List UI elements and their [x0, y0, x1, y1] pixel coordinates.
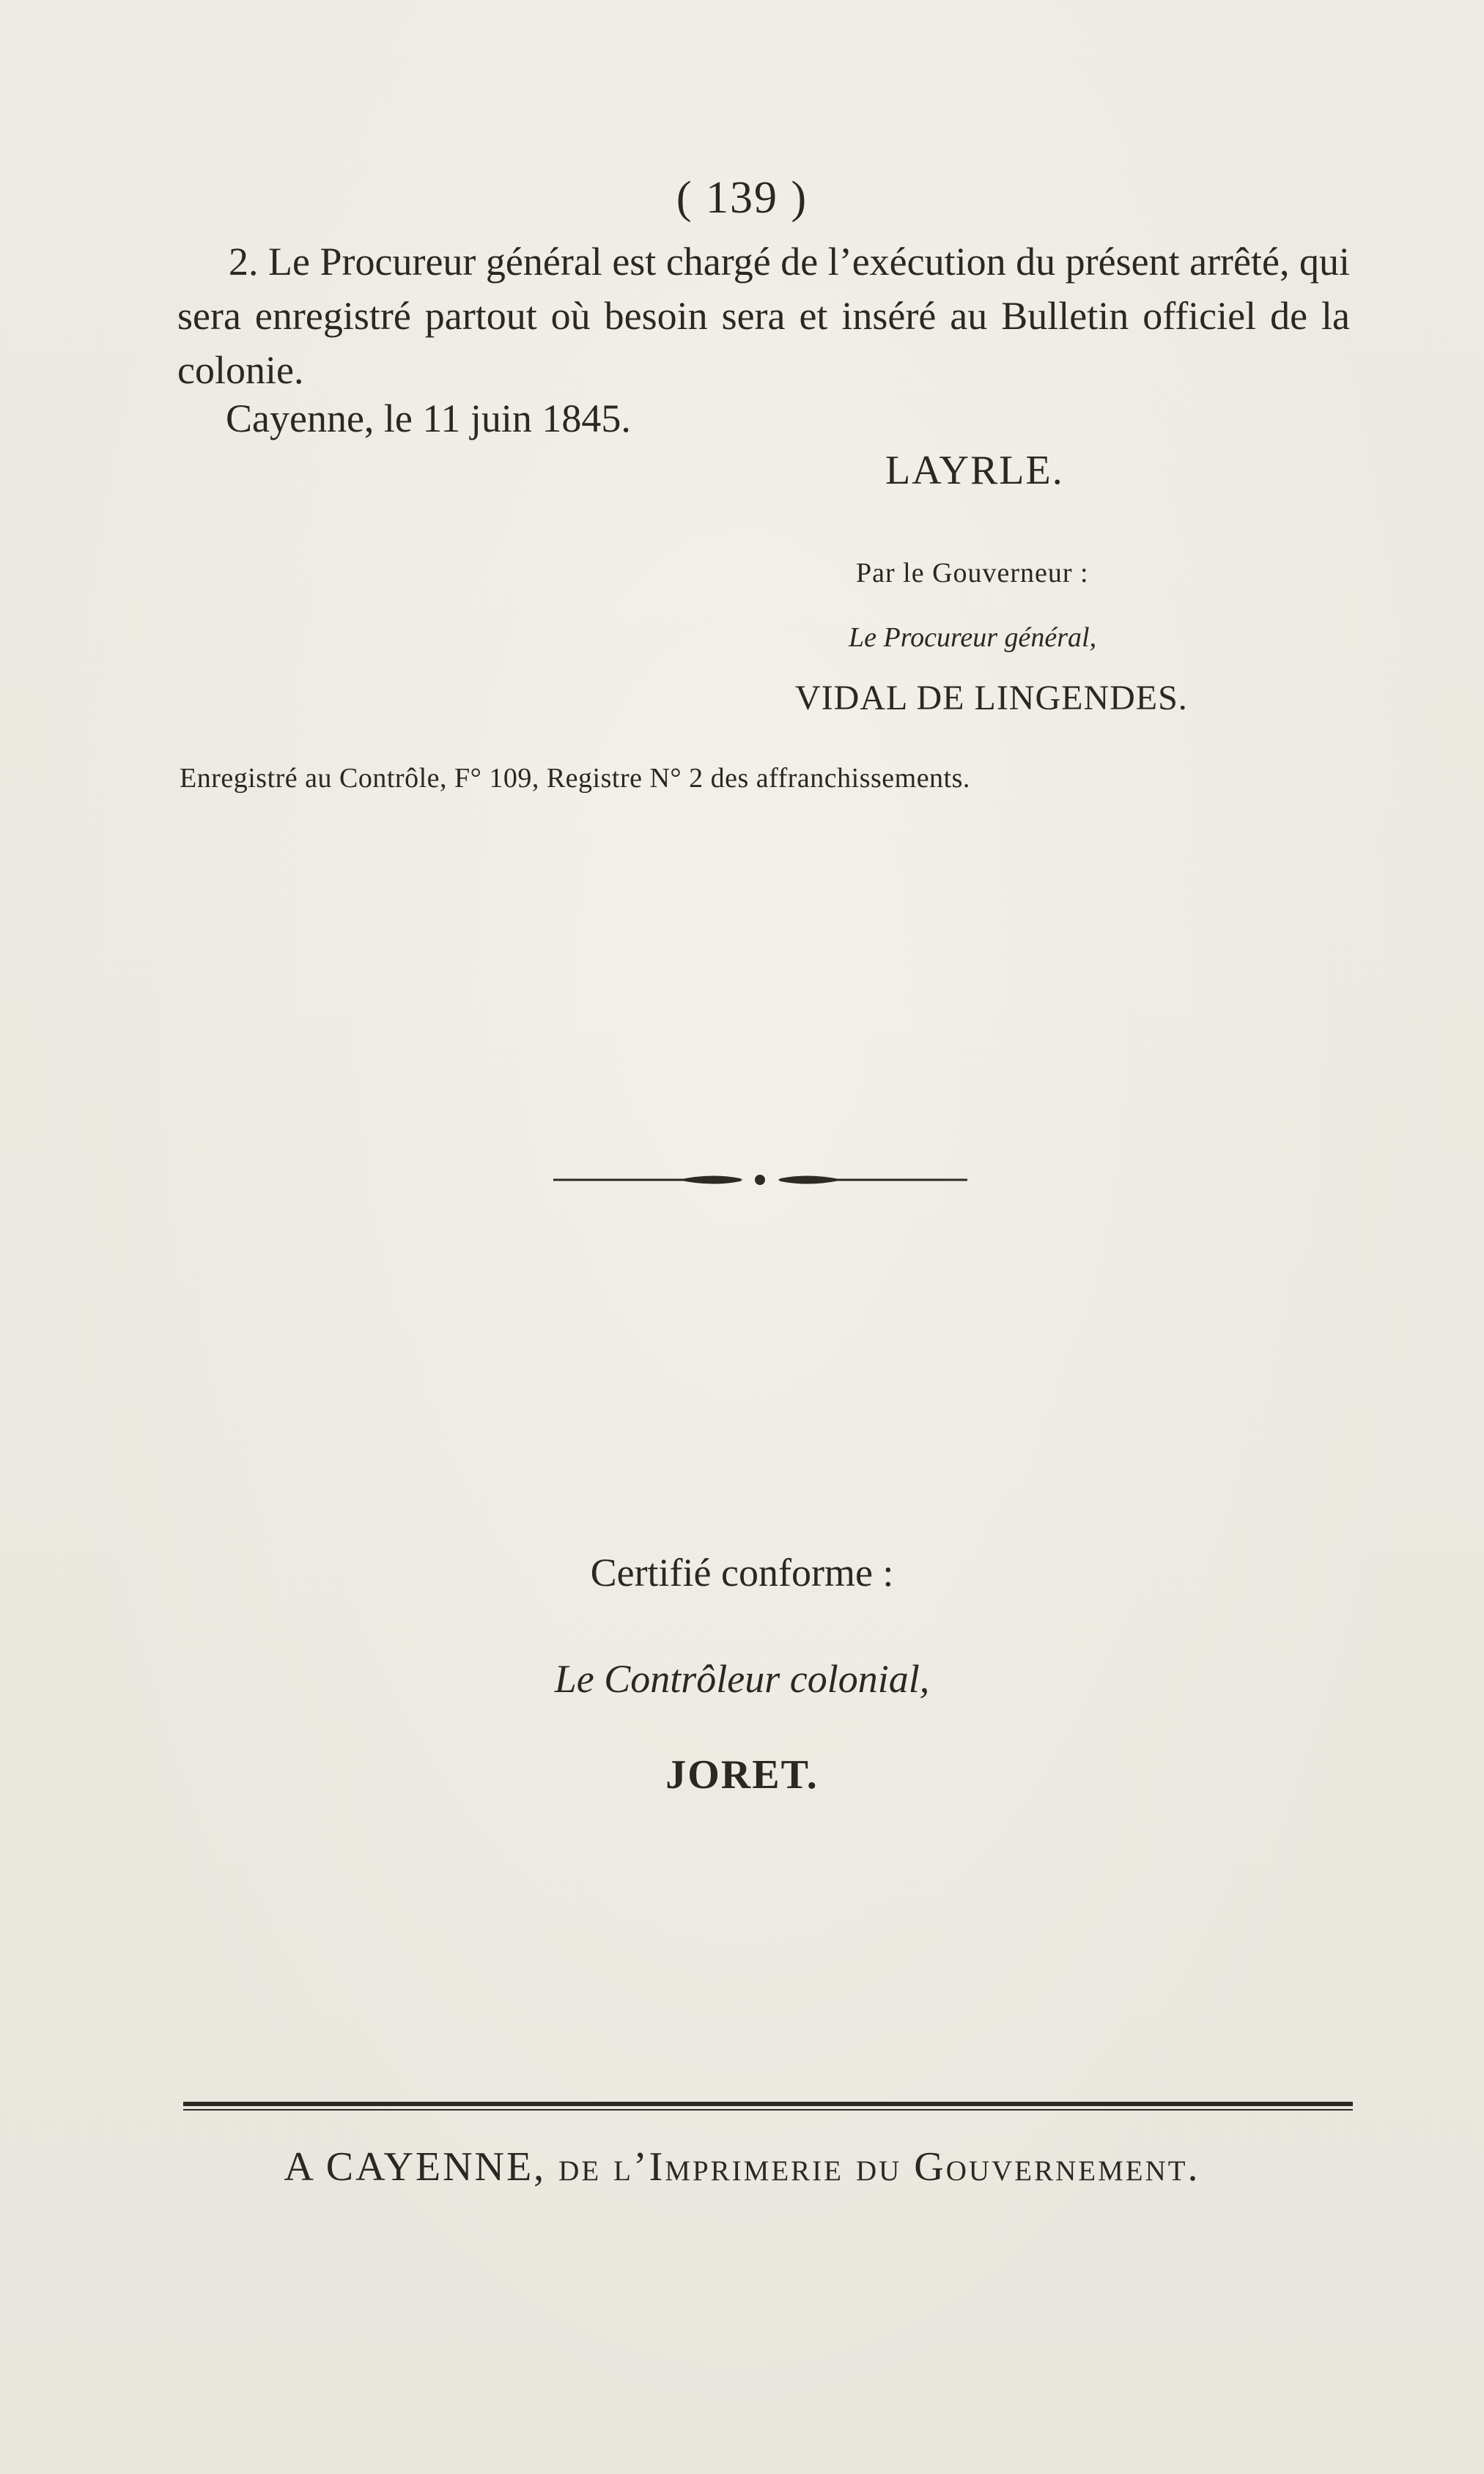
registration-note: Enregistré au Contrôle, F° 109, Registre N° 2 des affranchissements. — [180, 763, 970, 794]
footer-rule-thin — [183, 2109, 1353, 2111]
controller-name: JORET. — [665, 1752, 819, 1798]
place-date: Cayenne, le 11 juin 1845. — [226, 396, 631, 440]
controller-title: Le Contrôleur colonial, — [554, 1657, 930, 1701]
certified-label: Certifié conforme : — [590, 1551, 894, 1595]
signature-name: LAYRLE. — [885, 448, 1064, 493]
by-governor-line: Par le Gouverneur : — [856, 558, 1089, 588]
ornament-divider — [553, 1169, 967, 1191]
page-number: ( 139 ) — [676, 173, 808, 223]
article-paragraph: 2. Le Procureur général est chargé de l’exécution du présent arrêté, qui sera enregistré partout où besoin sera et inséré au Bulletin officiel de la colonie. — [177, 240, 1350, 392]
role-title: Le Procureur général, — [849, 622, 1097, 653]
printer-imprint: A CAYENNE, de l’Imprimerie du Gouvernement. — [284, 2144, 1200, 2190]
footer-rule-thick — [183, 2102, 1353, 2106]
official-name: VIDAL DE LINGENDES. — [795, 679, 1188, 717]
